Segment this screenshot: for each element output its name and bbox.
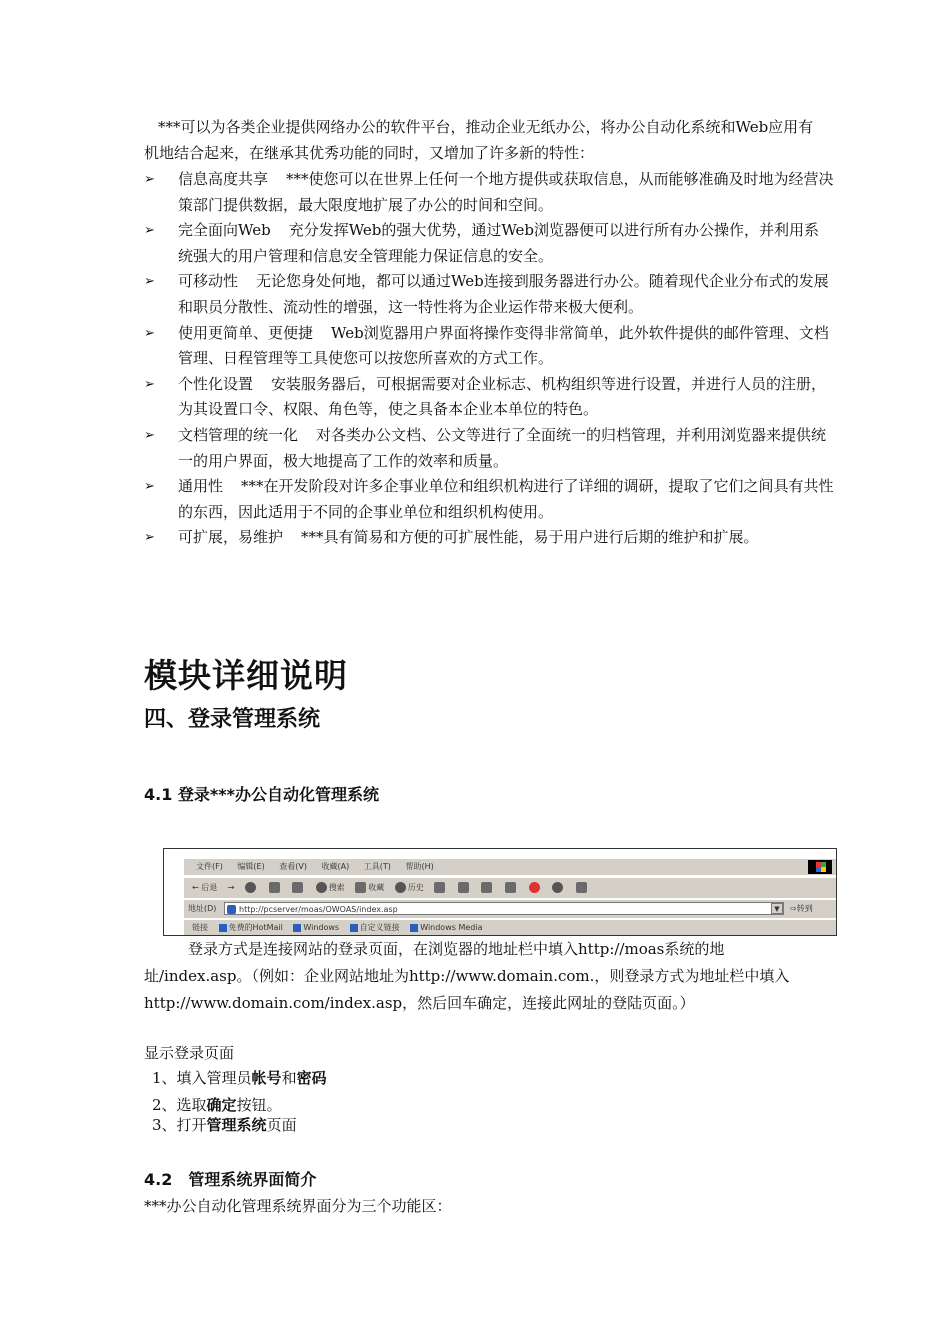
step-3: 3、打开管理系统页面: [152, 1116, 297, 1134]
ie-page-icon: [227, 905, 236, 914]
arrow-bullet-icon: ➢: [144, 325, 155, 341]
menu-item-view[interactable]: 查看(V): [279, 862, 307, 871]
module-heading: 模块详细说明: [144, 656, 348, 695]
feature-title: 可移动性: [178, 272, 239, 291]
mail-button[interactable]: [434, 878, 447, 898]
browser-toolbar-screenshot: [163, 848, 837, 936]
go-arrow-icon: ⇨: [790, 904, 797, 913]
feature-item: [144, 167, 834, 218]
stop-icon: [245, 882, 256, 893]
show-login-text: 显示登录页面: [144, 1044, 235, 1062]
feature-title: 使用更简单、更便捷: [178, 323, 314, 342]
feature-item: [144, 269, 834, 320]
browser-menu-bar: [184, 859, 836, 875]
login-description: 登录方式是连接网站的登录页面，在浏览器的地址栏中填入http://moas系统的地址/index.asp。（例如：企业网站地址为http://www.domain.com.，则登录方式为地址栏中填入http://www.domain.com/index.asp，然后回车确定，连接此网址的登陆页面。）: [144, 940, 790, 1012]
address-dropdown-button[interactable]: ▼: [771, 903, 783, 914]
favorites-icon: [355, 882, 366, 893]
arrow-bullet-icon: ➢: [144, 427, 155, 443]
link-hotmail[interactable]: 免费的HotMail: [219, 920, 283, 935]
step-1: 1、填入管理员帐号和密码: [152, 1069, 327, 1087]
section-4-heading: 四、登录管理系统: [144, 707, 321, 732]
link-windows-media[interactable]: Windows Media: [410, 920, 482, 935]
go-button[interactable]: ⇨转到: [790, 904, 813, 913]
messenger-button[interactable]: [529, 878, 542, 898]
edit-button[interactable]: [481, 878, 494, 898]
browser-address-bar: [184, 899, 836, 918]
arrow-bullet-icon: ➢: [144, 274, 155, 290]
feature-item: [144, 321, 834, 372]
arrow-bullet-icon: ➢: [144, 376, 155, 392]
history-icon: [395, 882, 406, 893]
intro-paragraph: ***可以为各类企业提供网络办公的软件平台，推动企业无纸办公，将办公自动化系统和Web应用有机地结合起来，在继承其优秀功能的同时，又增加了许多新的特性：: [144, 118, 814, 162]
account-term: 帐号: [251, 1069, 282, 1087]
menu-item-favorites[interactable]: 收藏(A): [321, 862, 350, 871]
menu-item-tools[interactable]: 工具(T): [363, 862, 391, 871]
back-button[interactable]: ← 后退: [192, 883, 218, 892]
address-input[interactable]: [224, 902, 784, 915]
feature-item: [144, 474, 834, 525]
home-icon: [292, 882, 303, 893]
feature-text: ***在开发阶段对许多企事业单位和组织机构进行了详细的调研，提取了它们之间具有共性的东西，因此适用于不同的企事业单位和组织机构使用。: [178, 477, 834, 521]
edit-icon: [481, 882, 492, 893]
forward-arrow-icon: →: [227, 883, 235, 892]
stop-button[interactable]: [245, 878, 258, 898]
menu-item-help[interactable]: 帮助(H): [405, 862, 434, 871]
arrow-bullet-icon: ➢: [144, 530, 155, 546]
password-term: 密码: [296, 1069, 327, 1087]
feature-item: [144, 525, 834, 551]
browser-links-bar: [184, 919, 836, 935]
feature-text: 无论您身处何地，都可以通过Web连接到服务器进行办公。随着现代企业分布式的发展和职员分散性、流动性的增强，这一特性将为企业运作带来极大便利。: [178, 272, 829, 316]
link-windows[interactable]: Windows: [293, 920, 339, 935]
section-4-1-heading: 4.1 登录***办公自动化管理系统: [144, 785, 380, 804]
feature-text: 充分发挥Web的强大优势，通过Web浏览器便可以进行所有办公操作，并利用系统强大的用户管理和信息安全管理能力保证信息的安全。: [178, 221, 820, 265]
feature-text: 对各类办公文档、公文等进行了全面统一的归档管理，并利用浏览器来提供统一的用户界面，极大地提高了工作的效率和质量。: [178, 425, 827, 470]
media-button[interactable]: [576, 878, 589, 898]
login-steps: [152, 1066, 327, 1137]
refresh-icon: [269, 882, 280, 893]
home-button[interactable]: [292, 878, 305, 898]
feature-item: [144, 372, 834, 423]
messenger-icon: [529, 882, 540, 893]
print-icon: [458, 882, 469, 893]
feature-title: 完全面向Web: [178, 221, 271, 240]
menu-item-file[interactable]: 文件(F): [196, 862, 223, 871]
menu-item-edit[interactable]: 编辑(E): [237, 862, 265, 871]
history-button[interactable]: 历史: [395, 878, 424, 898]
feature-text: ***具有简易和方便的可扩展性能，易于用户进行后期的维护和扩展。: [301, 528, 759, 547]
feature-text: ***使您可以在世界上任何一个地方提供或获取信息，从而能够准确及时地为经营决策部门提供数据，最大限度地扩展了办公的时间和空间。: [178, 170, 834, 214]
step-2: 2、选取确定按钮。: [152, 1096, 282, 1114]
search-icon: [316, 882, 327, 893]
chat-button[interactable]: [552, 878, 565, 898]
search-button[interactable]: 搜索: [316, 878, 345, 898]
chat-icon: [552, 882, 563, 893]
arrow-bullet-icon: ➢: [144, 223, 155, 239]
media-icon: [576, 882, 587, 893]
mail-icon: [434, 882, 445, 893]
confirm-term: 确定: [206, 1096, 237, 1114]
feature-text: Web浏览器用户界面将操作变得非常简单，此外软件提供的邮件管理、文档管理、日程管理等工具使您可以按您所喜欢的方式工作。: [178, 323, 829, 368]
feature-text: 安装服务器后，可根据需要对企业标志、机构组织等进行设置，并进行人员的注册，为其设置口令、权限、角色等，使之具备本企业本单位的特色。: [178, 374, 827, 419]
windows-logo-icon: [808, 860, 832, 874]
browser-standard-toolbar: [184, 877, 836, 898]
link-custom[interactable]: 自定义链接: [350, 920, 400, 935]
discuss-button[interactable]: [505, 878, 518, 898]
discuss-icon: [505, 882, 516, 893]
print-button[interactable]: [458, 878, 471, 898]
admin-system-term: 管理系统: [206, 1116, 267, 1134]
feature-list: [144, 167, 834, 551]
forward-button[interactable]: [228, 878, 235, 898]
section-4-2-heading: 4.2 管理系统界面简介: [144, 1170, 317, 1189]
feature-title: 个性化设置: [178, 374, 254, 393]
refresh-button[interactable]: [269, 878, 282, 898]
arrow-bullet-icon: ➢: [144, 479, 155, 495]
address-label: 地址(D): [188, 904, 217, 913]
feature-title: 可扩展，易维护: [178, 528, 284, 547]
back-arrow-icon: ←: [192, 883, 199, 892]
interface-intro-text: ***办公自动化管理系统界面分为三个功能区：: [144, 1197, 452, 1215]
feature-title: 文档管理的统一化: [178, 425, 299, 444]
feature-title: 信息高度共享: [178, 170, 269, 188]
favorites-button[interactable]: 收藏: [355, 878, 384, 898]
feature-title: 通用性: [178, 477, 224, 496]
arrow-bullet-icon: ➢: [144, 172, 155, 187]
links-label: 链接: [192, 923, 208, 932]
feature-item: [144, 218, 834, 269]
address-value: http://pcserver/moas/OWOAS/index.asp: [239, 905, 398, 914]
feature-item: [144, 423, 834, 474]
